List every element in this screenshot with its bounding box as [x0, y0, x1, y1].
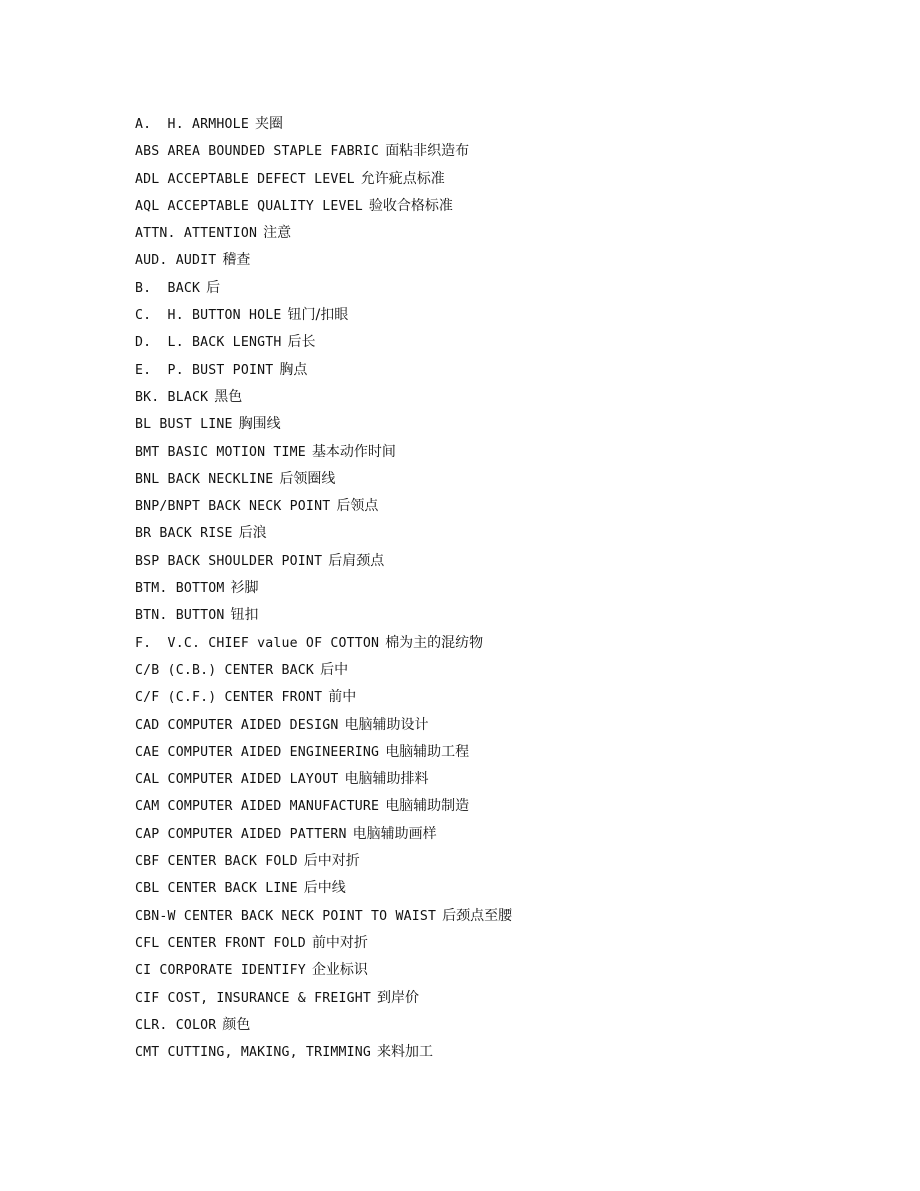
- glossary-entry: [135, 522, 512, 549]
- glossary-entry: [135, 932, 512, 959]
- glossary-entry: [135, 959, 512, 986]
- entry-meaning: 企业标识: [311, 962, 368, 979]
- entry-meaning: 到岸价: [377, 989, 420, 1006]
- entry-meaning: 面粘非织造布: [385, 143, 470, 160]
- entry-meaning: 后浪: [238, 525, 267, 542]
- entry-meaning: 棉为主的混纺物: [385, 634, 484, 651]
- entry-meaning: 前中: [328, 689, 357, 706]
- glossary-entry: [135, 768, 512, 795]
- entry-meaning: 稽查: [222, 252, 251, 269]
- entry-meaning: 胸围线: [238, 416, 281, 433]
- entry-term: BSP BACK SHOULDER POINT: [135, 553, 323, 569]
- entry-meaning: 后领圈线: [279, 470, 336, 487]
- entry-term: AUD. AUDIT: [135, 253, 217, 269]
- entry-term: BNP/BNPT BACK NECK POINT: [135, 499, 331, 515]
- entry-term: CBF CENTER BACK FOLD: [135, 854, 298, 870]
- glossary-entry: [135, 604, 512, 631]
- entry-meaning: 后: [206, 279, 221, 296]
- entry-term: BTM. BOTTOM: [135, 581, 225, 597]
- entry-term: CLR. COLOR: [135, 1017, 217, 1033]
- glossary-entry: [135, 222, 512, 249]
- entry-meaning: 电脑辅助制造: [385, 798, 470, 815]
- glossary-entry: [135, 495, 512, 522]
- entry-term: ADL ACCEPTABLE DEFECT LEVEL: [135, 171, 355, 187]
- entry-meaning: 后颈点至腰: [442, 907, 513, 924]
- glossary-entry: [135, 905, 512, 932]
- glossary-entry: [135, 850, 512, 877]
- abbreviation-glossary: [135, 113, 512, 1068]
- entry-term: ATTN. ATTENTION: [135, 226, 258, 242]
- entry-meaning: 验收合格标准: [368, 197, 453, 214]
- entry-term: CAL COMPUTER AIDED LAYOUT: [135, 772, 339, 788]
- entry-meaning: 后中: [320, 661, 349, 678]
- glossary-entry: [135, 168, 512, 195]
- glossary-entry: [135, 413, 512, 440]
- glossary-entry: [135, 577, 512, 604]
- glossary-entry: [135, 359, 512, 386]
- entry-term: CI CORPORATE IDENTIFY: [135, 963, 306, 979]
- entry-term: CBL CENTER BACK LINE: [135, 881, 298, 897]
- entry-term: F. V.C. CHIEF value OF COTTON: [135, 635, 380, 651]
- entry-term: C/F (C.F.) CENTER FRONT: [135, 690, 323, 706]
- entry-term: CAP COMPUTER AIDED PATTERN: [135, 826, 347, 842]
- glossary-entry: [135, 1014, 512, 1041]
- entry-term: CBN-W CENTER BACK NECK POINT TO WAIST: [135, 908, 437, 924]
- glossary-entry: [135, 1041, 512, 1068]
- entry-meaning: 胸点: [279, 361, 308, 378]
- entry-term: A. H. ARMHOLE: [135, 117, 249, 132]
- entry-term: BMT BASIC MOTION TIME: [135, 444, 306, 460]
- entry-meaning: 电脑辅助排料: [344, 771, 429, 788]
- entry-term: BTN. BUTTON: [135, 608, 225, 624]
- entry-meaning: 注意: [263, 225, 292, 242]
- entry-term: B. BACK: [135, 280, 201, 296]
- glossary-entry: [135, 331, 512, 358]
- glossary-entry: [135, 550, 512, 577]
- entry-term: D. L. BACK LENGTH: [135, 335, 282, 351]
- entry-term: BNL BACK NECKLINE: [135, 471, 274, 487]
- entry-term: BL BUST LINE: [135, 417, 233, 433]
- entry-term: BK. BLACK: [135, 389, 209, 405]
- entry-meaning: 后长: [287, 334, 316, 351]
- entry-term: CAM COMPUTER AIDED MANUFACTURE: [135, 799, 380, 815]
- glossary-entry: [135, 468, 512, 495]
- entry-meaning: 黑色: [214, 388, 243, 405]
- glossary-entry: [135, 195, 512, 222]
- glossary-entry: [135, 877, 512, 904]
- glossary-entry: [135, 386, 512, 413]
- entry-meaning: 夹圈: [254, 116, 283, 132]
- glossary-entry: [135, 987, 512, 1014]
- entry-meaning: 电脑辅助设计: [344, 716, 429, 733]
- entry-meaning: 后肩颈点: [328, 552, 385, 569]
- entry-meaning: 后中对折: [303, 853, 360, 870]
- entry-meaning: 颜色: [222, 1016, 251, 1033]
- glossary-entry: [135, 140, 512, 167]
- entry-term: AQL ACCEPTABLE QUALITY LEVEL: [135, 198, 363, 214]
- glossary-entry: [135, 686, 512, 713]
- entry-term: CAE COMPUTER AIDED ENGINEERING: [135, 744, 380, 760]
- glossary-entry: [135, 823, 512, 850]
- entry-meaning: 允许疵点标准: [360, 170, 445, 187]
- glossary-entry: [135, 632, 512, 659]
- glossary-entry: [135, 441, 512, 468]
- entry-meaning: 钮门/扣眼: [287, 307, 349, 324]
- entry-meaning: 后领点: [336, 498, 379, 515]
- glossary-entry: [135, 113, 512, 140]
- entry-meaning: 电脑辅助画样: [352, 825, 437, 842]
- entry-term: ABS AREA BOUNDED STAPLE FABRIC: [135, 144, 380, 160]
- entry-meaning: 来料加工: [377, 1044, 434, 1061]
- entry-meaning: 衫脚: [230, 580, 259, 597]
- glossary-entry: [135, 277, 512, 304]
- glossary-entry: [135, 249, 512, 276]
- entry-term: CAD COMPUTER AIDED DESIGN: [135, 717, 339, 733]
- entry-term: E. P. BUST POINT: [135, 362, 274, 378]
- entry-term: C/B (C.B.) CENTER BACK: [135, 662, 315, 678]
- entry-meaning: 后中线: [303, 880, 346, 897]
- entry-meaning: 电脑辅助工程: [385, 743, 470, 760]
- glossary-entry: [135, 659, 512, 686]
- entry-term: BR BACK RISE: [135, 526, 233, 542]
- entry-term: CFL CENTER FRONT FOLD: [135, 935, 306, 951]
- glossary-entry: [135, 795, 512, 822]
- entry-meaning: 前中对折: [311, 934, 368, 951]
- entry-term: CIF COST, INSURANCE & FREIGHT: [135, 990, 372, 1006]
- entry-term: CMT CUTTING, MAKING, TRIMMING: [135, 1045, 372, 1061]
- glossary-entry: [135, 714, 512, 741]
- glossary-entry: [135, 304, 512, 331]
- entry-term: C. H. BUTTON HOLE: [135, 308, 282, 324]
- entry-meaning: 基本动作时间: [311, 443, 396, 460]
- glossary-entry: [135, 741, 512, 768]
- entry-meaning: 钮扣: [230, 607, 259, 624]
